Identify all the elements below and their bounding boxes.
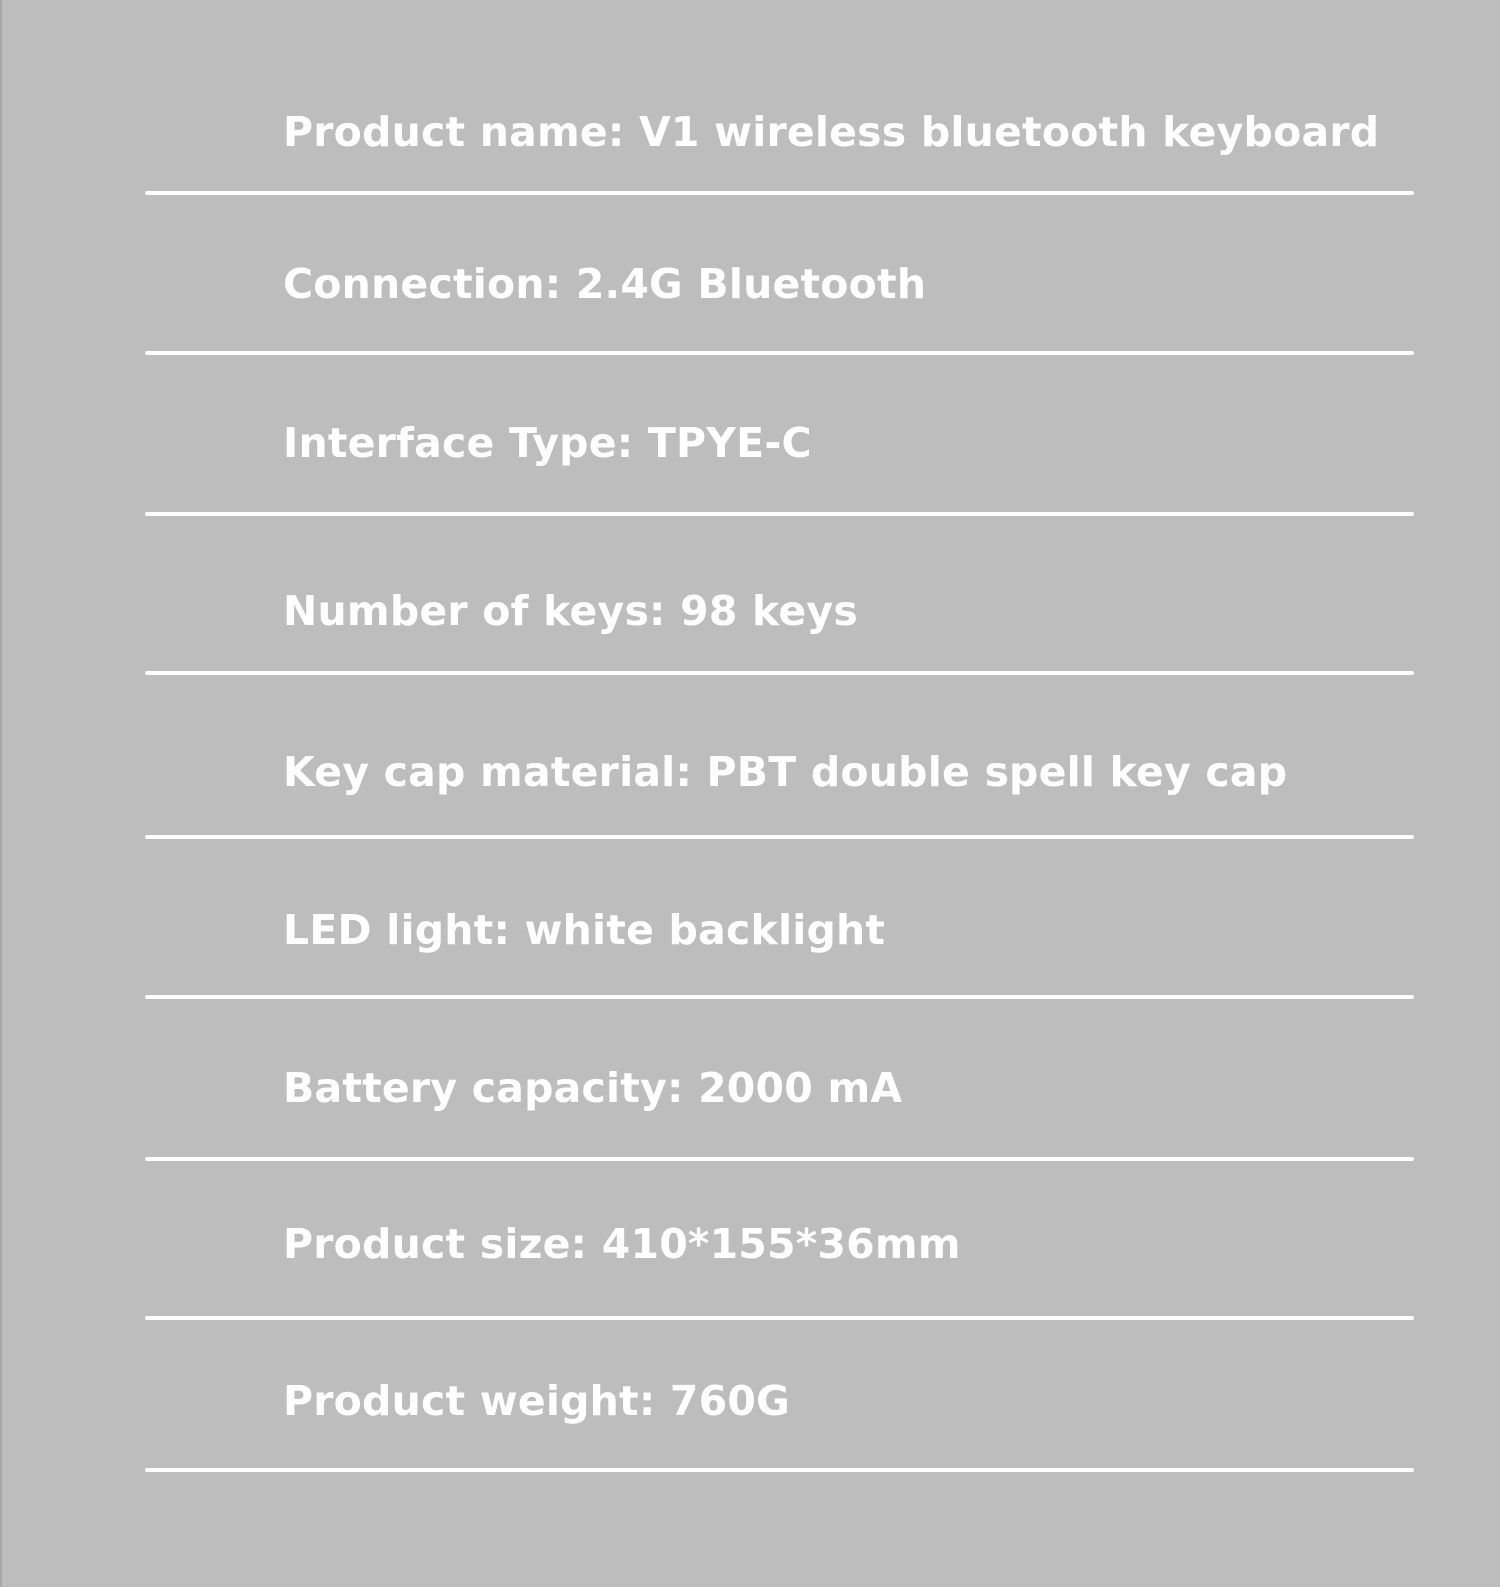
divider [145, 512, 1414, 516]
divider [145, 995, 1414, 999]
page-left-edge [0, 0, 2, 1587]
spec-led-light: LED light: white backlight [283, 906, 886, 954]
divider [145, 1468, 1414, 1472]
spec-battery-capacity: Battery capacity: 2000 mA [283, 1064, 903, 1112]
spec-key-cap-material: Key cap material: PBT double spell key cap [283, 748, 1288, 796]
spec-product-size: Product size: 410*155*36mm [283, 1220, 961, 1268]
spec-number-of-keys: Number of keys: 98 keys [283, 587, 858, 635]
spec-connection: Connection: 2.4G Bluetooth [283, 260, 927, 308]
spec-product-name: Product name: V1 wireless bluetooth keyboard [283, 108, 1380, 156]
divider [145, 191, 1414, 195]
divider [145, 835, 1414, 839]
divider [145, 1316, 1414, 1320]
divider [145, 1157, 1414, 1161]
divider [145, 671, 1414, 675]
divider [145, 351, 1414, 355]
spec-product-weight: Product weight: 760G [283, 1377, 790, 1425]
spec-interface-type: Interface Type: TPYE-C [283, 419, 812, 467]
